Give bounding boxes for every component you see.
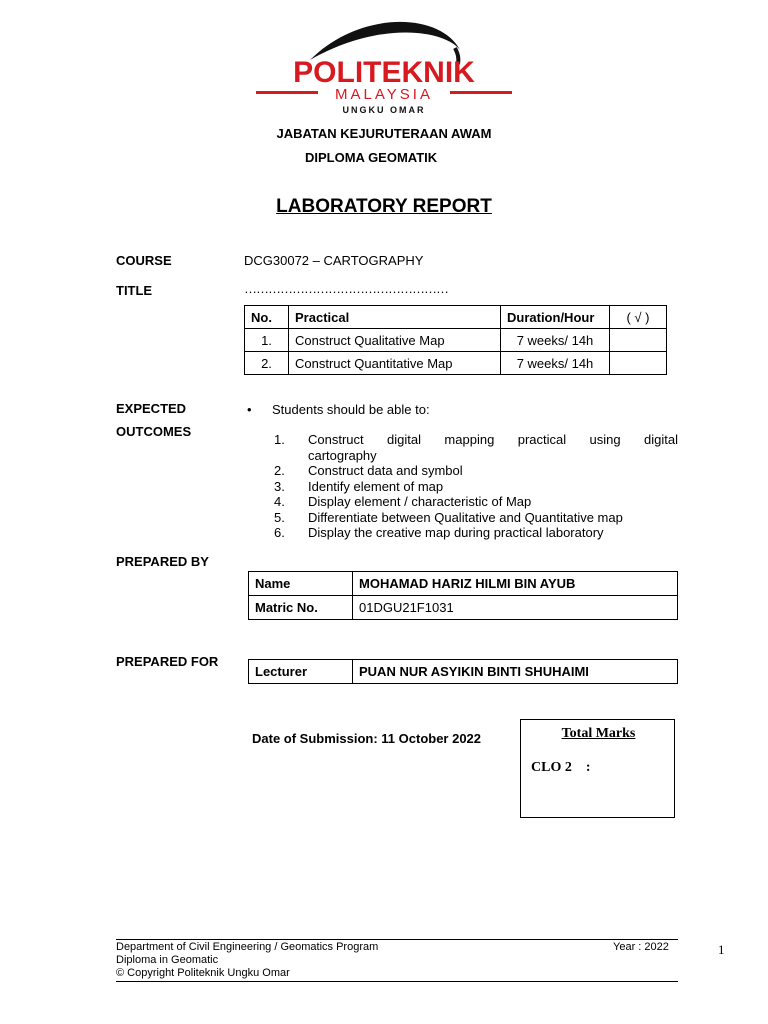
list-text: cartography [308, 447, 377, 463]
list-text: Construct digital mapping practical using digital [308, 432, 678, 447]
table-row [249, 660, 678, 684]
list-item [273, 432, 678, 463]
footer-bottom-rule [116, 981, 678, 982]
footer-text [116, 941, 378, 980]
bullet-icon: • [247, 402, 252, 417]
table-header-cell: Duration/Hour [501, 306, 610, 329]
list-text: Display the creative map during practical laboratory [308, 525, 604, 540]
table-row [249, 572, 678, 596]
table-cell: 1. [245, 329, 289, 352]
outcomes-list [273, 432, 678, 541]
name-label: Name [249, 572, 353, 596]
total-marks-title: Total Marks [561, 726, 636, 741]
lecturer-value: PUAN NUR ASYIKIN BINTI SHUHAIMI [353, 660, 678, 684]
table-cell: Construct Quantitative Map [289, 352, 501, 375]
table-cell: 7 weeks/ 14h [501, 329, 610, 352]
table-row [245, 329, 667, 352]
footer-top-rule [116, 939, 678, 940]
prepared-for-label: PREPARED FOR [116, 654, 219, 669]
list-item [273, 479, 678, 495]
list-item [273, 525, 678, 541]
table-row [249, 596, 678, 620]
politeknik-logo [250, 20, 518, 120]
footer-year: Year : 2022 [613, 941, 669, 953]
course-value: DCG30072 – CARTOGRAPHY [244, 253, 424, 268]
list-number: 6. [274, 525, 285, 540]
table-row [245, 352, 667, 375]
outcomes-intro: Students should be able to: [272, 402, 430, 417]
department-heading: JABATAN KEJURUTERAAN AWAM [276, 126, 492, 141]
table-cell: Construct Qualitative Map [289, 329, 501, 352]
list-item [273, 510, 678, 526]
list-item [273, 463, 678, 479]
matric-label: Matric No. [249, 596, 353, 620]
logo-brand-text: POLITEKNIK [293, 56, 475, 89]
list-number: 1. [274, 432, 285, 447]
prepared-for-table [248, 659, 678, 684]
list-text: Construct data and symbol [308, 463, 463, 478]
total-marks-box [520, 719, 675, 818]
checkbox-cell[interactable] [610, 329, 667, 352]
list-number: 5. [274, 509, 285, 525]
prepared-by-label: PREPARED BY [116, 554, 209, 569]
list-number: 3. [274, 478, 285, 494]
table-header-cell: Practical [289, 306, 501, 329]
list-text: Display element / characteristic of Map [308, 494, 532, 509]
table-header-cell: ( √ ) [610, 306, 667, 329]
list-number: 4. [274, 494, 285, 509]
report-title: LABORATORY REPORT [276, 196, 492, 217]
page-number: 1 [718, 942, 725, 957]
clo-label: CLO 2 : [531, 760, 591, 775]
table-header-row [245, 306, 667, 329]
footer-diploma: Diploma in Geomatic [116, 954, 219, 966]
checkbox-cell[interactable] [610, 352, 667, 375]
practical-table [244, 305, 667, 375]
table-cell: 7 weeks/ 14h [501, 352, 610, 375]
logo-country-text: MALAYSIA [335, 86, 433, 103]
list-text: Differentiate between Qualitative and Quantitative map [308, 509, 623, 525]
lecturer-label: Lecturer [249, 660, 353, 684]
table-header-cell: No. [245, 306, 289, 329]
name-value: MOHAMAD HARIZ HILMI BIN AYUB [353, 572, 678, 596]
outcomes-label-line2: OUTCOMES [116, 424, 192, 439]
course-label: COURSE [116, 253, 172, 268]
prepared-by-table [248, 571, 678, 620]
logo-swoosh-icon [250, 20, 518, 120]
matric-value: 01DGU21F1031 [353, 596, 678, 620]
program-heading: DIPLOMA GEOMATIK [305, 150, 438, 165]
title-label: TITLE [116, 283, 153, 298]
list-item [273, 494, 678, 510]
list-text: Identify element of map [308, 478, 444, 494]
table-cell: 2. [245, 352, 289, 375]
footer-department: Department of Civil Engineering / Geomatics Program [116, 941, 379, 953]
submission-date: Date of Submission: 11 October 2022 [252, 731, 482, 746]
logo-campus-text: UNGKU OMAR [342, 105, 426, 115]
list-number: 2. [274, 463, 285, 478]
outcomes-label-line1: EXPECTED [116, 401, 187, 416]
footer-copyright: © Copyright Politeknik Ungku Omar [116, 967, 290, 979]
title-value: …………………………………………… [244, 281, 448, 296]
